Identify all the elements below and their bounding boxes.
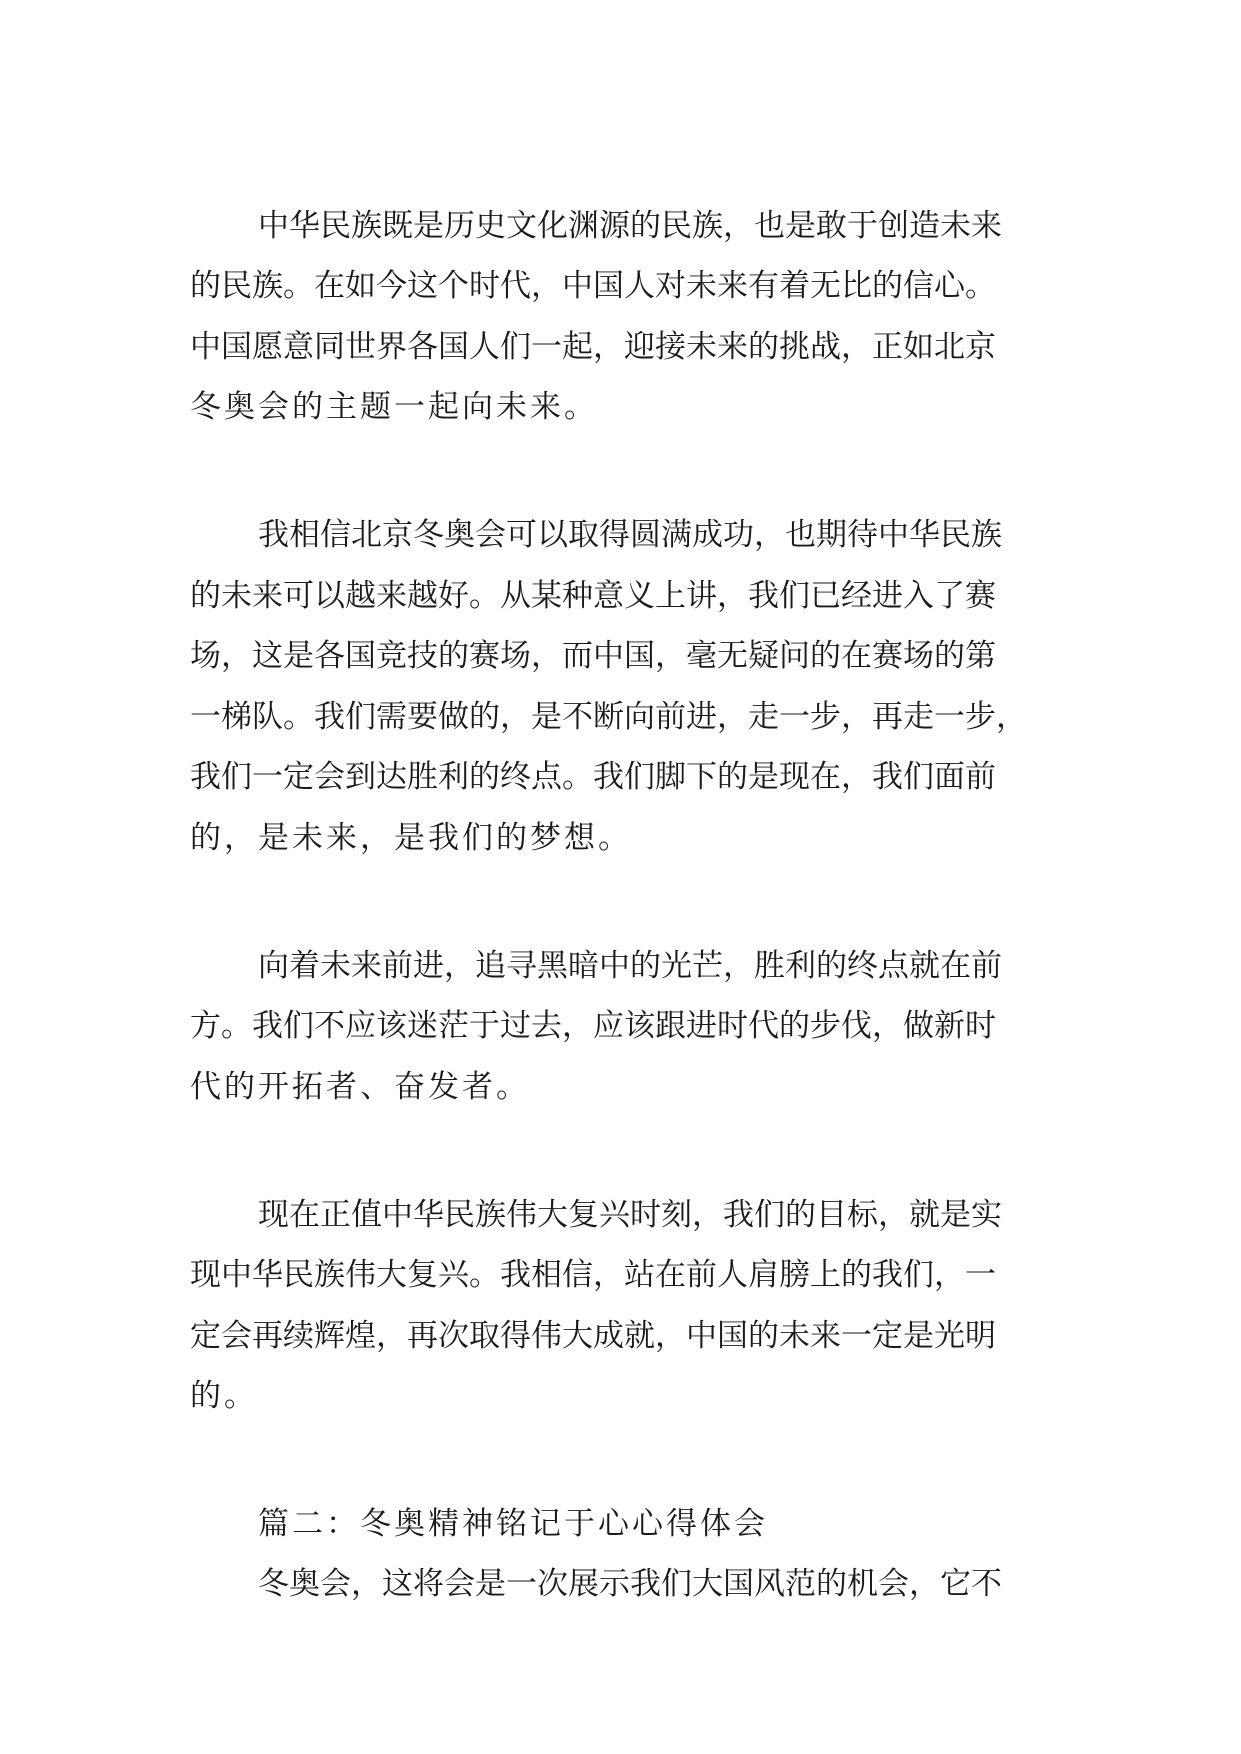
paragraph-4-line-1: 现在正值中华民族伟大复兴时刻，我们的目标，就是实 <box>258 1197 1002 1233</box>
paragraph-4-line-2: 现中华民族伟大复兴。我相信，站在前人肩膀上的我们，一 <box>190 1257 996 1293</box>
paragraph-1-line-3: 中国愿意同世界各国人们一起，迎接未来的挑战，正如北京 <box>190 329 996 365</box>
paragraph-2-line-6: 的，是未来，是我们的梦想。 <box>190 820 632 856</box>
paragraph-2-line-1: 我相信北京冬奥会可以取得圆满成功，也期待中华民族 <box>258 517 1002 553</box>
paragraph-1-line-2: 的民族。在如今这个时代，中国人对未来有着无比的信心。 <box>190 268 996 304</box>
paragraph-3-line-3: 代的开拓者、奋发者。 <box>190 1069 530 1105</box>
paragraph-4-line-4: 的。 <box>190 1378 258 1414</box>
paragraph-3-line-2: 方。我们不应该迷茫于过去，应该跟进时代的步伐，做新时 <box>190 1008 996 1044</box>
paragraph-1-line-1: 中华民族既是历史文化渊源的民族，也是敢于创造未来 <box>258 208 1002 244</box>
paragraph-2-line-4: 一梯队。我们需要做的，是不断向前进，走一步，再走一步， <box>190 699 1027 735</box>
section-heading: 篇二：冬奥精神铭记于心心得体会 <box>258 1506 768 1542</box>
paragraph-2-line-5: 我们一定会到达胜利的终点。我们脚下的是现在，我们面前 <box>190 759 996 795</box>
paragraph-1-line-4: 冬奥会的主题一起向未来。 <box>190 389 598 425</box>
paragraph-2-line-2: 的未来可以越来越好。从某种意义上讲，我们已经进入了赛 <box>190 578 996 614</box>
paragraph-3-line-1: 向着未来前进，追寻黑暗中的光芒，胜利的终点就在前 <box>258 948 1002 984</box>
paragraph-4-line-3: 定会再续辉煌，再次取得伟大成就，中国的未来一定是光明 <box>190 1318 996 1354</box>
section-first-line: 冬奥会，这将会是一次展示我们大国风范的机会，它不 <box>258 1566 1002 1602</box>
paragraph-2-line-3: 场，这是各国竞技的赛场，而中国，毫无疑问的在赛场的第 <box>190 638 996 674</box>
